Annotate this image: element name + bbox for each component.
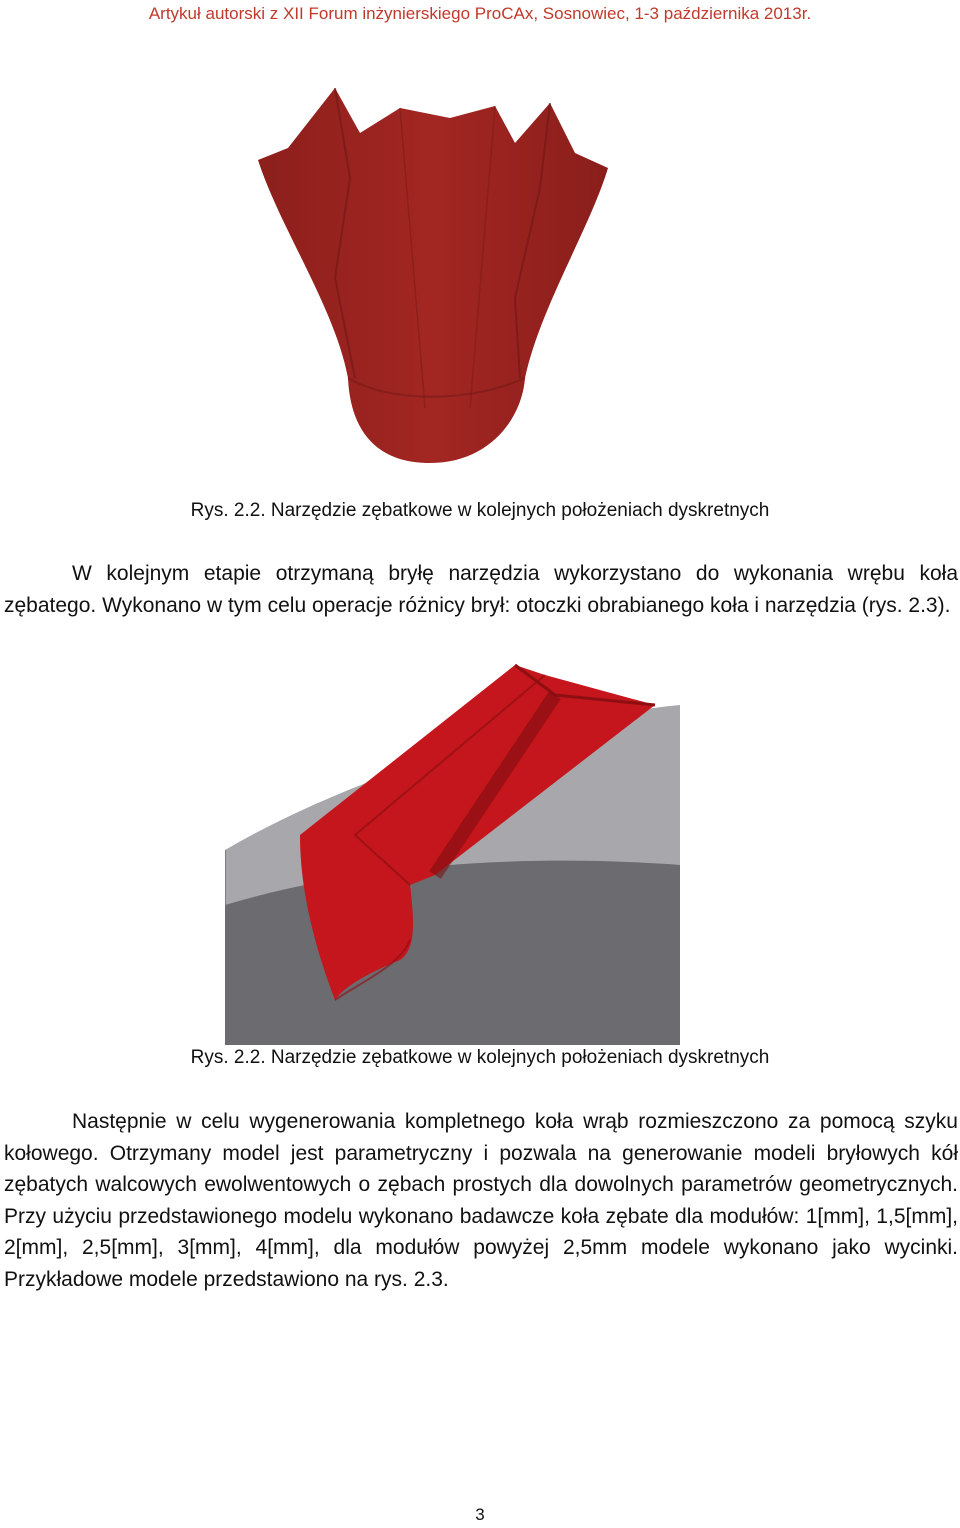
- figure-2-wheel-render: [225, 660, 680, 1045]
- figure-1-caption: Rys. 2.2. Narzędzie zębatkowe w kolejnych położeniach dyskretnych: [190, 500, 770, 521]
- tool-body-shape: [258, 88, 608, 463]
- page-number: 3: [475, 1505, 485, 1524]
- paragraph-2: [4, 1106, 958, 1295]
- figure-2-caption: Rys. 2.2. Narzędzie zębatkowe w kolejnych położeniach dyskretnych: [190, 1047, 770, 1068]
- running-header: Artykuł autorski z XII Forum inżynierskiego ProCAx, Sosnowiec, 1-3 października 2013r.: [148, 4, 812, 23]
- paragraph-1: [4, 558, 958, 621]
- paragraph-1-text: W kolejnym etapie otrzymaną bryłę narzędzia wykorzystano do wykonania wrębu koła zębatego. Wykonano w tym celu operacje różnicy brył: otoczki obrabianego koła i narzędzia (rys. 2.3).: [4, 562, 958, 617]
- wheel-front-face: [225, 861, 680, 1045]
- paragraph-2-text: Następnie w celu wygenerowania kompletnego koła wrąb rozmieszczono za pomocą szyku kołowego. Otrzymany model jest parametryczny i pozwala na generowanie modeli bryłowych kół zębatych walcowych ewolwentowych o zębach prostych dla dowolnych parametrów geometrycznych. Przy użyciu przedstawionego modelu wykonano badawcze koła zębate dla modułów: 1[mm], 1,5[mm], 2[mm], 2,5[mm], 3[mm], 4[mm], dla modułów powyżej 2,5mm modele wykonano jako wycinki. Przykładowe modele przedstawiono na rys. 2.3.: [4, 1110, 958, 1291]
- figure-1-tool-render: [240, 78, 620, 473]
